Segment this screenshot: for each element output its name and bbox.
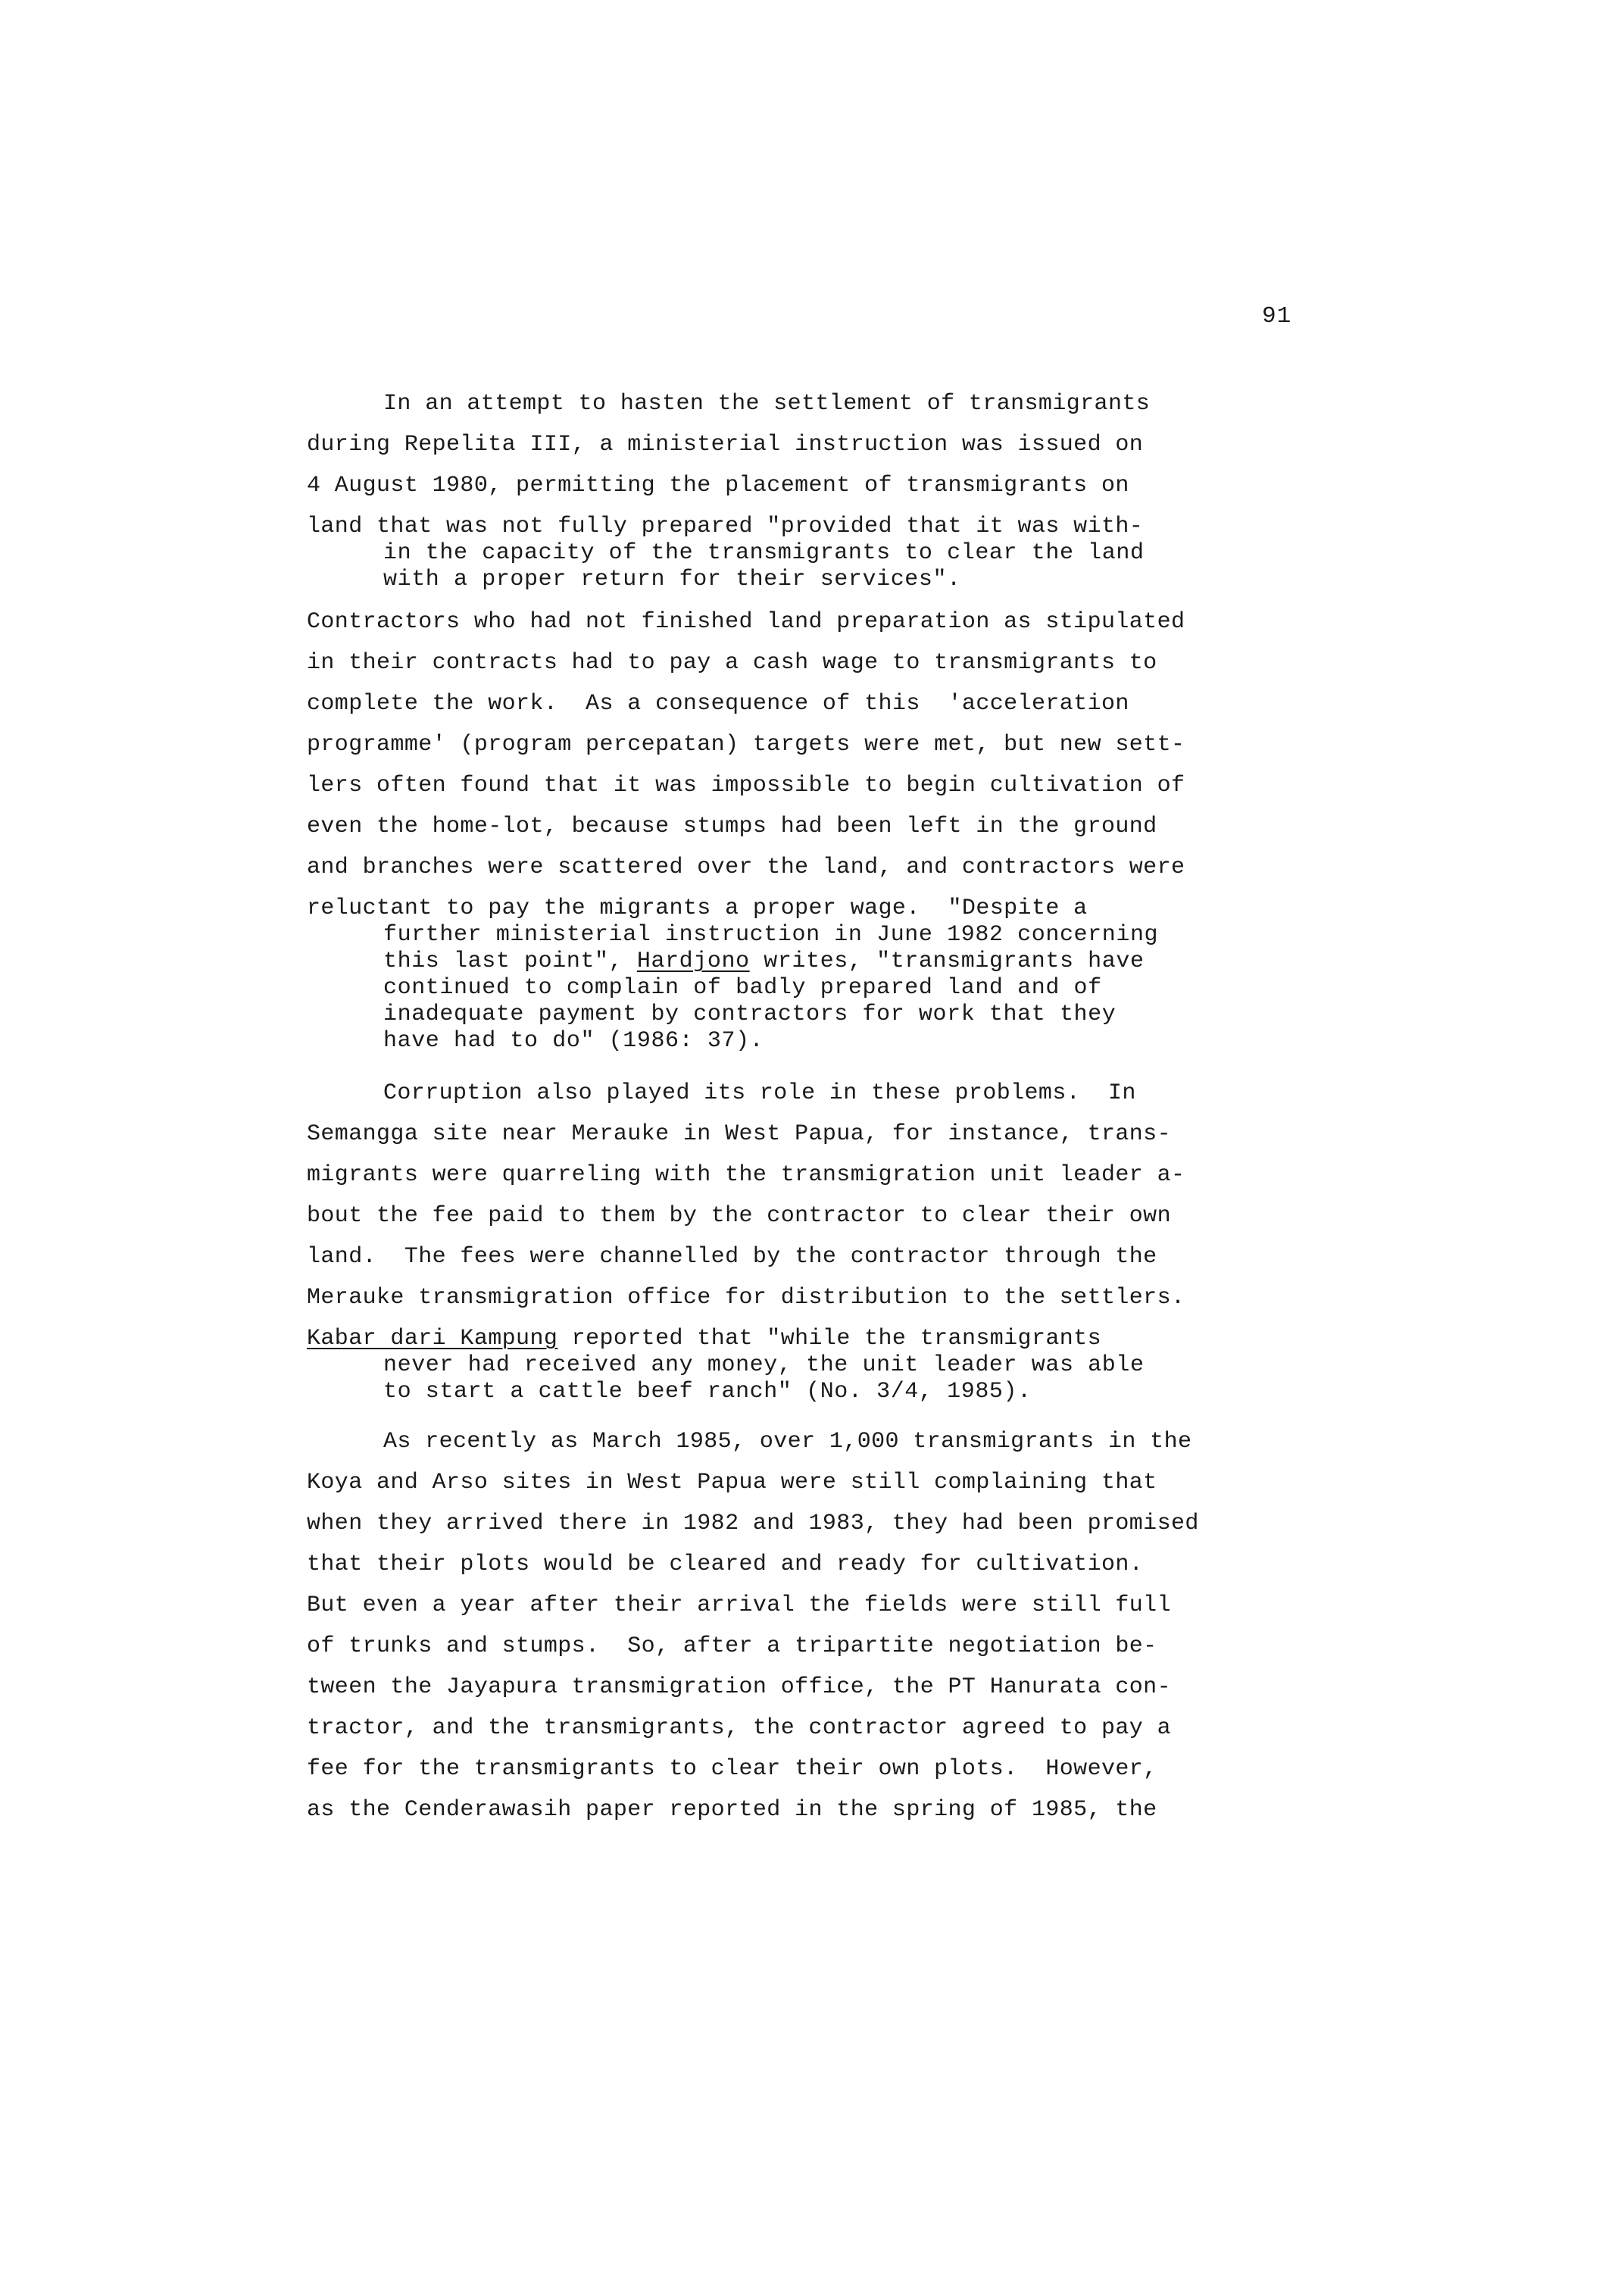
text-line: and branches were scattered over the land, and contractors were [307, 855, 1185, 880]
quote-line: have had to do" (1986: 37). [383, 1028, 764, 1054]
quote-line: with a proper return for their services". [383, 567, 961, 592]
text-line: 4 August 1980, permitting the placement of transmigrants on [307, 473, 1129, 499]
text-line [307, 1326, 1101, 1352]
text-line: Merauke transmigration office for distribution to the settlers. [307, 1285, 1185, 1311]
text-line: tween the Jayapura transmigration office, the PT Hanurata con- [307, 1674, 1171, 1700]
quote-line: in the capacity of the transmigrants to clear the land [383, 540, 1145, 566]
text-line: reluctant to pay the migrants a proper wage. "Despite a [307, 895, 1088, 921]
quote-line [383, 949, 1145, 974]
text-line: In an attempt to hasten the settlement of transmigrants [383, 391, 1151, 417]
text-line: as the Cenderawasih paper reported in the spring of 1985, the [307, 1797, 1157, 1823]
text-line: As recently as March 1985, over 1,000 transmigrants in the [383, 1429, 1192, 1455]
text-line: land that was not fully prepared "provided that it was with- [307, 514, 1144, 539]
author-name: Hardjono [636, 949, 750, 974]
text-line: land. The fees were channelled by the contractor through the [307, 1244, 1157, 1270]
page-number: 91 [1262, 303, 1292, 330]
quote-line: further ministerial instruction in June 1982 concerning [383, 922, 1159, 948]
text-line: lers often found that it was impossible to begin cultivation of [307, 773, 1185, 799]
text-line: migrants were quarreling with the transmigration unit leader a- [307, 1162, 1185, 1188]
citation-text: reported that "while the transmigrants [557, 1326, 1101, 1352]
text-line: bout the fee paid to them by the contractor to clear their own [307, 1203, 1171, 1229]
text-line: during Repelita III, a ministerial instruction was issued on [307, 432, 1144, 458]
text-line: fee for the transmigrants to clear their own plots. However, [307, 1756, 1157, 1782]
quote-line: inadequate payment by contractors for work that they [383, 1002, 1116, 1027]
text-line: Contractors who had not finished land preparation as stipulated [307, 609, 1185, 635]
text-line: Koya and Arso sites in West Papua were still complaining that [307, 1470, 1157, 1496]
text-line: when they arrived there in 1982 and 1983, they had been promised [307, 1511, 1199, 1536]
text-line: But even a year after their arrival the fields were still full [307, 1592, 1171, 1618]
quote-line: to start a cattle beef ranch" (No. 3/4, 1985). [383, 1379, 1032, 1405]
text-line: Corruption also played its role in these problems. In [383, 1080, 1136, 1106]
text-line: programme' (program percepatan) targets were met, but new sett- [307, 732, 1185, 758]
text-line: tractor, and the transmigrants, the contractor agreed to pay a [307, 1715, 1171, 1741]
text-line: of trunks and stumps. So, after a tripartite negotiation be- [307, 1633, 1157, 1659]
text-line: that their plots would be cleared and ready for cultivation. [307, 1552, 1144, 1577]
text-line: complete the work. As a consequence of this 'acceleration [307, 691, 1129, 717]
quote-line: never had received any money, the unit leader was able [383, 1352, 1145, 1378]
quote-line: continued to complain of badly prepared land and of [383, 975, 1102, 1001]
text-line: Semangga site near Merauke in West Papua, for instance, trans- [307, 1121, 1171, 1147]
citation-source: Kabar dari Kampung [307, 1326, 558, 1352]
quote-fragment: this last point", [383, 949, 623, 974]
text-line: even the home-lot, because stumps had been left in the ground [307, 814, 1157, 839]
quote-fragment: writes, "transmigrants have [764, 949, 1145, 974]
text-line: in their contracts had to pay a cash wage to transmigrants to [307, 650, 1157, 676]
